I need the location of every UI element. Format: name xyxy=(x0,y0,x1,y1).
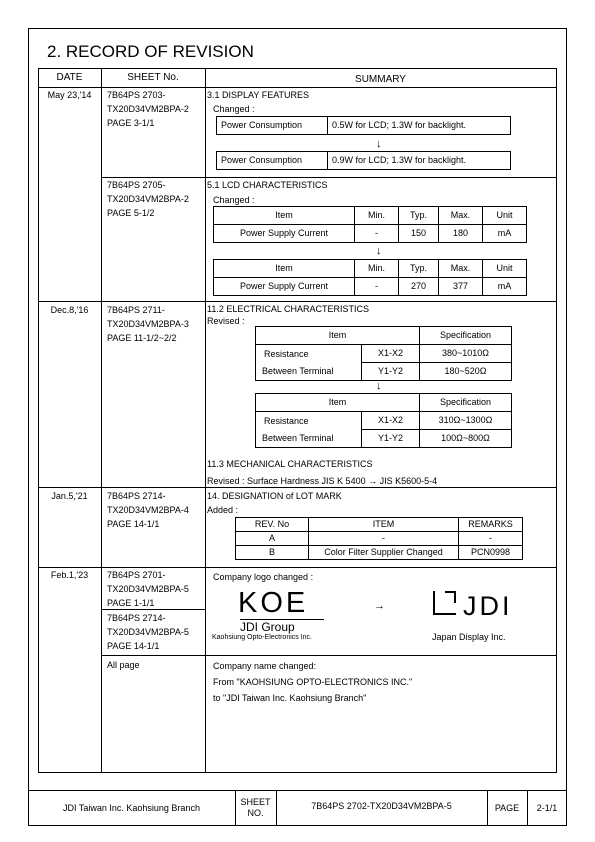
rev4-split-line xyxy=(101,655,557,656)
lcd-new-unit: mA xyxy=(483,278,527,296)
elec-row-label-2: Between Terminal xyxy=(262,365,334,376)
lcd-header-item: Item xyxy=(214,207,355,225)
koe-logo xyxy=(212,588,356,644)
rev2-bottom-line xyxy=(38,487,557,488)
rev1a-sheet-line1: 7B64PS 2703- xyxy=(107,90,166,100)
rev4b-sheet-line1: 7B64PS 2714- xyxy=(107,613,166,623)
power-table-new xyxy=(216,151,511,170)
rev3-sheet-line1: 7B64PS 2714- xyxy=(107,491,166,501)
rev4a-sheet-line2: TX20D34VM2BPA-5 xyxy=(107,584,189,594)
lcd-header-typ: Typ. xyxy=(399,260,439,278)
lcd-old-unit: mA xyxy=(483,225,527,243)
elec-header-spec: Specification xyxy=(420,394,512,412)
name-to-text: to "JDI Taiwan Inc. Kaohsiung Branch" xyxy=(213,693,367,703)
elec-row-label xyxy=(256,412,362,448)
elec-row-label-1: Resistance xyxy=(264,348,309,359)
lcd-header-unit: Unit xyxy=(483,207,527,225)
elec-row-label-1: Resistance xyxy=(264,415,309,426)
rev2-sheet-line2: TX20D34VM2BPA-3 xyxy=(107,319,189,329)
koe-logo-mark: KOE xyxy=(238,587,309,619)
rev2-section-title: 11.2 ELECTRICAL CHARACTERISTICS xyxy=(207,304,370,314)
down-arrow-icon: ↓ xyxy=(376,245,382,257)
lot-row-b-rev: B xyxy=(236,546,309,560)
rev3-bottom-line xyxy=(38,567,557,568)
rev1-split-line xyxy=(101,177,557,178)
rev3-date: Jan.5,'21 xyxy=(51,491,88,501)
rev1b-sheet-line3: PAGE 5-1/2 xyxy=(107,208,155,218)
name-from-text: From "KAOHSIUNG OPTO-ELECTRONICS INC." xyxy=(213,677,413,687)
logo-change-arrow-icon: → xyxy=(374,600,385,612)
rev2-date: Dec.8,'16 xyxy=(50,305,89,315)
lcd-old-max: 180 xyxy=(439,225,483,243)
table-bottom-line xyxy=(38,772,557,773)
lcd-header-unit: Unit xyxy=(483,260,527,278)
lot-mark-table xyxy=(235,517,523,560)
lcd-new-typ: 270 xyxy=(399,278,439,296)
elec-old-y: Y1-Y2 xyxy=(361,363,419,381)
elec-old-y-spec: 180~520Ω xyxy=(420,363,512,381)
rev3-sheet-line3: PAGE 14-1/1 xyxy=(107,519,160,529)
lcd-header-typ: Typ. xyxy=(399,207,439,225)
rev1b-sheet-line1: 7B64PS 2705- xyxy=(107,180,166,190)
footer-page-label: PAGE xyxy=(494,803,520,813)
jdi-logo xyxy=(430,588,542,644)
lcd-new-item: Power Supply Current xyxy=(214,278,355,296)
table-top-line xyxy=(38,68,557,69)
rev4c-sheet: All page xyxy=(107,660,140,670)
elec-old-x: X1-X2 xyxy=(361,345,419,363)
lcd-header-item: Item xyxy=(214,260,355,278)
power-old-value: 0.5W for LCD; 1.3W for backlight. xyxy=(328,117,511,135)
footer-page-no: 2-1/1 xyxy=(536,803,558,813)
elec-header-spec: Specification xyxy=(420,327,512,345)
koe-logo-group: JDI Group xyxy=(240,620,295,634)
jdi-logo-mark: JDI xyxy=(463,591,513,621)
koe-logo-fullname: Kaohsiung Opto-Electronics Inc. xyxy=(212,634,312,641)
rev1b-changed-label: Changed : xyxy=(213,195,255,205)
lcd-header-max: Max. xyxy=(439,207,483,225)
table-left-line xyxy=(38,68,39,772)
logo-changed-label: Company logo changed : xyxy=(213,572,314,582)
rev4-sheet-split-1 xyxy=(101,609,205,610)
footer-sheet-label-1: SHEET xyxy=(240,797,271,807)
elec-table-new xyxy=(255,393,512,448)
rev1-bottom-line xyxy=(38,301,557,302)
footer-sheet-label-2: NO. xyxy=(247,808,264,818)
header-bottom-line xyxy=(38,87,557,88)
power-label-cell: Power Consumption xyxy=(217,117,328,135)
rev1a-section-title: 3.1 DISPLAY FEATURES xyxy=(207,90,310,100)
date-col-line xyxy=(101,68,102,772)
rev4b-sheet-line2: TX20D34VM2BPA-5 xyxy=(107,627,189,637)
lcd-header-min: Min. xyxy=(355,207,399,225)
footer-company: JDI Taiwan Inc. Kaohsiung Branch xyxy=(63,803,200,813)
rev2-revised-label: Revised : xyxy=(207,316,245,326)
lcd-header-min: Min. xyxy=(355,260,399,278)
jdi-logo-fullname: Japan Display Inc. xyxy=(432,632,506,642)
down-arrow-icon: ↓ xyxy=(376,138,382,150)
elec-new-y: Y1-Y2 xyxy=(361,430,419,448)
rev2-sheet-line3: PAGE 11-1/2~2/2 xyxy=(107,333,177,343)
rev1a-sheet-line3: PAGE 3-1/1 xyxy=(107,118,155,128)
lot-row-b-remarks: PCN0998 xyxy=(459,546,523,560)
mech-revised-text: Revised : Surface Hardness JIS K 5400 → JIS K5600-5-4 xyxy=(207,476,438,486)
elec-table-old xyxy=(255,326,512,381)
power-new-value: 0.9W for LCD; 1.3W for backlight. xyxy=(328,152,511,170)
elec-new-y-spec: 100Ω~800Ω xyxy=(420,430,512,448)
lcd-new-max: 377 xyxy=(439,278,483,296)
jdi-bracket-icon xyxy=(433,591,456,615)
rev4a-sheet-line1: 7B64PS 2701- xyxy=(107,570,166,580)
power-label-cell: Power Consumption xyxy=(217,152,328,170)
rev1a-changed-label: Changed : xyxy=(213,104,255,114)
lot-header-item: ITEM xyxy=(309,518,459,532)
lcd-header-max: Max. xyxy=(439,260,483,278)
lot-row-a-item: - xyxy=(309,532,459,546)
rev1-date: May 23,'14 xyxy=(47,90,92,100)
lcd-table-old xyxy=(213,206,527,243)
power-table-old xyxy=(216,116,511,135)
footer-sheet-no: 7B64PS 2702-TX20D34VM2BPA-5 xyxy=(311,801,452,811)
header-date: DATE xyxy=(56,72,83,83)
lcd-old-min: - xyxy=(355,225,399,243)
header-sheet-no: SHEET No. xyxy=(127,72,179,83)
lot-row-a-remarks: - xyxy=(459,532,523,546)
rev4a-sheet-line3: PAGE 1-1/1 xyxy=(107,598,155,608)
lot-row-b-item: Color Filter Supplier Changed xyxy=(309,546,459,560)
lot-header-remarks: REMARKS xyxy=(459,518,523,532)
rev1a-sheet-line2: TX20D34VM2BPA-2 xyxy=(107,104,189,114)
lot-header-rev: REV. No xyxy=(236,518,309,532)
elec-new-x-spec: 310Ω~1300Ω xyxy=(420,412,512,430)
name-changed-label: Company name changed: xyxy=(213,661,317,671)
table-right-line xyxy=(556,68,557,772)
mech-section-title: 11.3 MECHANICAL CHARACTERISTICS xyxy=(207,459,373,469)
sheet-col-line xyxy=(205,68,206,772)
lcd-new-min: - xyxy=(355,278,399,296)
elec-old-x-spec: 380~1010Ω xyxy=(420,345,512,363)
rev1b-sheet-line2: TX20D34VM2BPA-2 xyxy=(107,194,189,204)
elec-header-item: Item xyxy=(256,327,420,345)
rev3-sheet-line2: TX20D34VM2BPA-4 xyxy=(107,505,189,515)
elec-new-x: X1-X2 xyxy=(361,412,419,430)
elec-row-label-2: Between Terminal xyxy=(262,432,334,443)
elec-header-item: Item xyxy=(256,394,420,412)
rev3-added-label: Added : xyxy=(207,505,239,515)
lot-row-a-rev: A xyxy=(236,532,309,546)
rev2-sheet-line1: 7B64PS 2711- xyxy=(107,305,165,315)
header-summary: SUMMARY xyxy=(355,74,406,85)
rev4-date: Feb.1,'23 xyxy=(50,570,89,580)
lcd-table-new xyxy=(213,259,527,296)
rev3-section-title: 14. DESIGNATION of LOT MARK xyxy=(207,491,342,501)
rev4b-sheet-line3: PAGE 14-1/1 xyxy=(107,641,160,651)
elec-row-label xyxy=(256,345,362,381)
page-title: 2. RECORD OF REVISION xyxy=(47,42,254,61)
lcd-old-typ: 150 xyxy=(399,225,439,243)
rev1b-section-title: 5.1 LCD CHARACTERISTICS xyxy=(207,180,328,190)
down-arrow-icon: ↓ xyxy=(376,380,382,392)
lcd-old-item: Power Supply Current xyxy=(214,225,355,243)
